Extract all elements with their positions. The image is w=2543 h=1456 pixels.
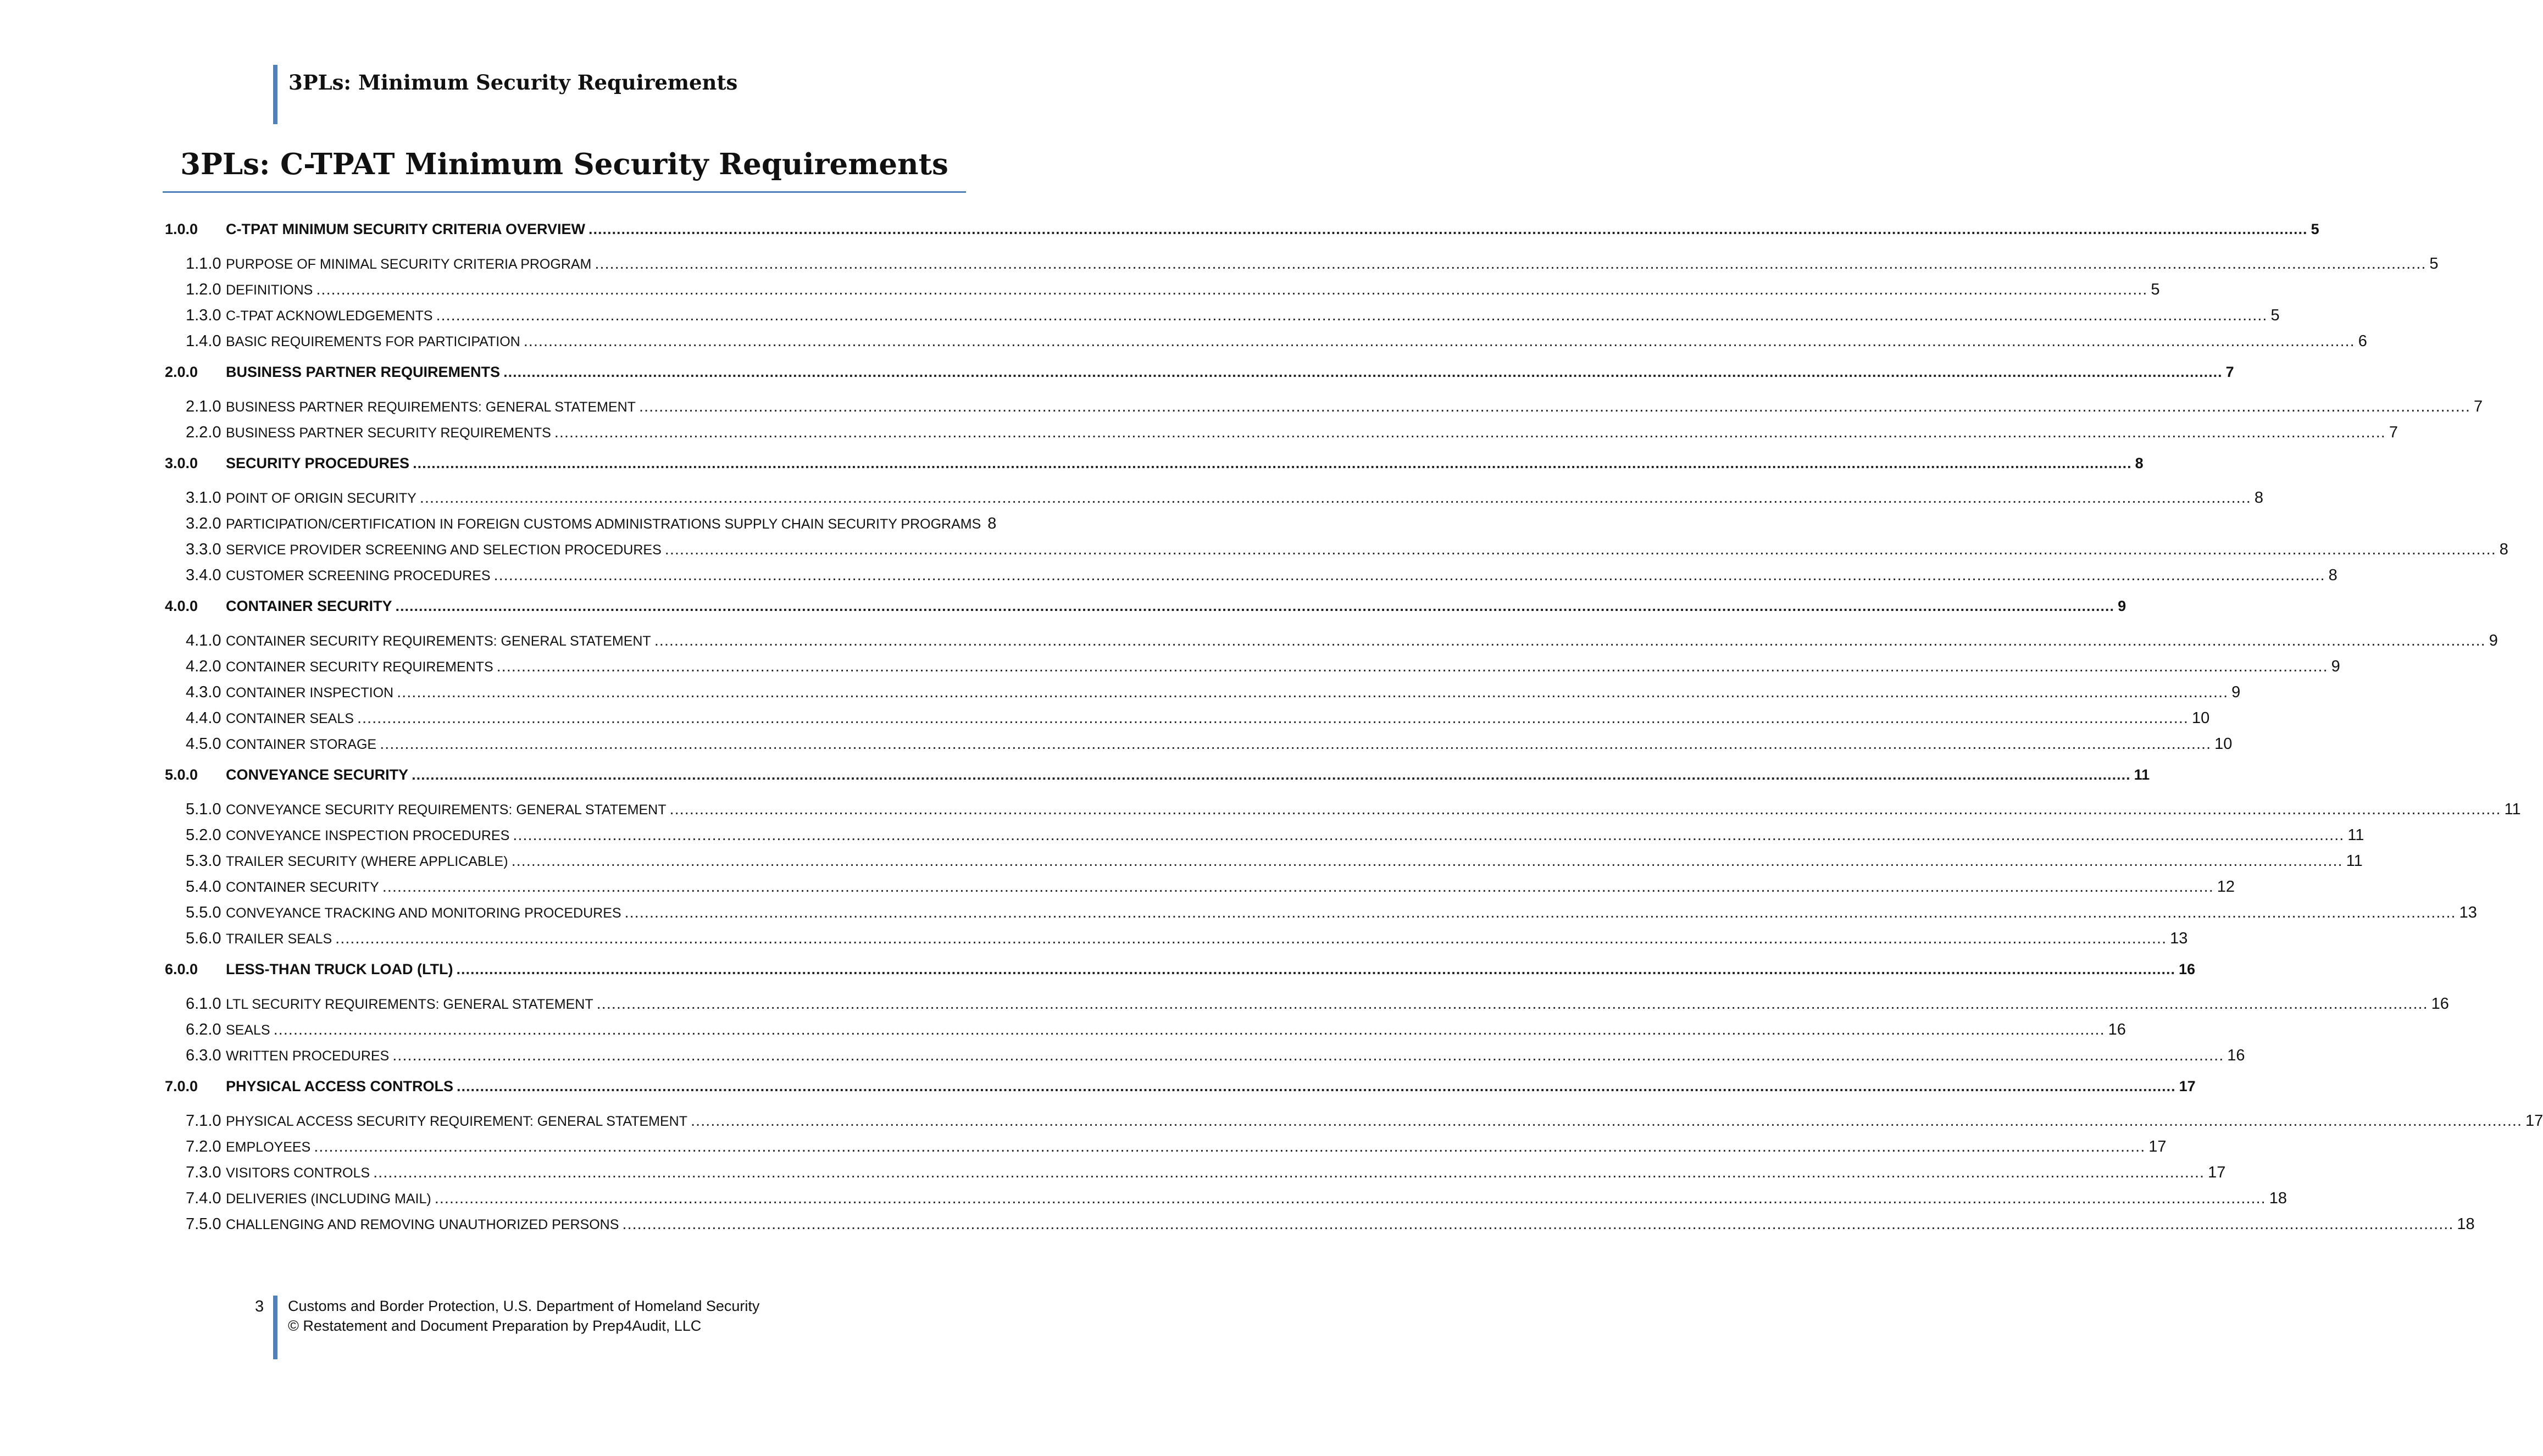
toc-entry-title: CONTAINER SECURITY REQUIREMENTS: GENERAL STATEMENT (226, 633, 651, 649)
toc-entry-number: 5.0.0 (165, 766, 198, 783)
toc-entry-number: 5.3.0 (186, 852, 221, 870)
toc-entry-title: POINT OF ORIGIN SECURITY (226, 491, 417, 506)
toc-entry-title: CONVEYANCE INSPECTION PROCEDURES (226, 828, 510, 843)
toc-entry-number: 2.1.0 (186, 398, 221, 415)
toc-entry-page: 12 (2217, 878, 2235, 896)
toc-entry-page: 5 (2270, 307, 2280, 324)
document-title: 3PLs: C-TPAT Minimum Security Requirements (180, 147, 948, 181)
toc-entry-number: 1.4.0 (186, 332, 221, 350)
toc-entry-number: 2.0.0 (165, 364, 198, 380)
toc-section-entry[interactable] (165, 1076, 2196, 1112)
toc-dot-leader (622, 1215, 2453, 1233)
toc-subsection-entry[interactable] (165, 801, 2521, 826)
toc-subsection-entry[interactable] (165, 489, 2263, 515)
toc-entry-page: 9 (2118, 598, 2126, 614)
footer-copyright-line: © Restatement and Document Preparation by Prep4Audit, LLC (288, 1318, 702, 1334)
toc-entry-page: 13 (2170, 930, 2188, 947)
toc-entry-page: 11 (2504, 801, 2521, 818)
table-of-contents (165, 219, 2543, 1241)
toc-subsection-entry[interactable] (165, 709, 2210, 735)
toc-subsection-entry[interactable] (165, 255, 2439, 281)
footer-accent-bar (273, 1296, 277, 1359)
toc-entry-number: 4.1.0 (186, 632, 221, 649)
toc-entry-title: CONTAINER SEALS (226, 711, 354, 726)
toc-entry-number: 3.1.0 (186, 489, 221, 507)
toc-entry-title: SEALS (226, 1022, 270, 1038)
toc-dot-leader (654, 632, 2486, 650)
toc-entry-number: 4.3.0 (186, 683, 221, 701)
toc-entry-page: 18 (2457, 1215, 2475, 1233)
toc-entry-title: TRAILER SEALS (226, 931, 332, 947)
toc-entry-title: WRITTEN PROCEDURES (226, 1048, 390, 1064)
toc-dot-leader (420, 489, 2251, 507)
toc-subsection-entry[interactable] (165, 541, 2508, 566)
toc-entry-title: SECURITY PROCEDURES (226, 455, 410, 471)
toc-entry-number: 5.1.0 (186, 801, 221, 818)
toc-entry-title: BUSINESS PARTNER SECURITY REQUIREMENTS (226, 425, 551, 441)
toc-subsection-entry[interactable] (165, 1021, 2126, 1047)
toc-entry-number: 1.3.0 (186, 307, 221, 324)
toc-dot-leader (435, 1190, 2266, 1208)
toc-entry-number: 1.1.0 (186, 255, 221, 273)
toc-dot-leader (597, 995, 2428, 1013)
toc-entry-title: TRAILER SECURITY (WHERE APPLICABLE) (226, 854, 508, 869)
toc-subsection-entry[interactable] (165, 1215, 2475, 1241)
toc-entry-page: 8 (2499, 541, 2508, 558)
toc-entry-page: 17 (2179, 1078, 2196, 1094)
toc-entry-number: 6.1.0 (186, 995, 221, 1013)
toc-dot-leader (316, 281, 2147, 299)
toc-entry-number: 7.1.0 (186, 1112, 221, 1130)
toc-dot-leader (497, 658, 2328, 676)
toc-dot-leader (665, 541, 2496, 559)
toc-entry-title: C-TPAT MINIMUM SECURITY CRITERIA OVERVIEW (226, 221, 586, 237)
toc-entry-title: CONTAINER STORAGE (226, 737, 377, 752)
toc-entry-number: 5.2.0 (186, 826, 221, 844)
toc-entry-number: 4.5.0 (186, 735, 221, 753)
toc-subsection-entry[interactable] (165, 1138, 2167, 1164)
toc-dot-leader (335, 930, 2167, 948)
toc-subsection-entry[interactable] (165, 566, 2337, 592)
toc-dot-leader (314, 1138, 2145, 1156)
toc-section-entry[interactable] (165, 764, 2150, 801)
toc-entry-number: 1.2.0 (186, 281, 221, 298)
toc-entry-number: 6.0.0 (165, 961, 198, 977)
toc-entry-title: BUSINESS PARTNER REQUIREMENTS: GENERAL STATEMENT (226, 399, 636, 415)
toc-entry-number: 3.2.0 (186, 515, 221, 532)
toc-entry-page: 17 (2525, 1112, 2543, 1130)
toc-entry-page: 7 (2473, 398, 2483, 415)
toc-dot-leader (554, 424, 2386, 442)
toc-entry-page: 8 (987, 515, 997, 532)
toc-entry-page: 7 (2225, 364, 2234, 380)
toc-entry-title: LTL SECURITY REQUIREMENTS: GENERAL STATEMENT (226, 997, 593, 1012)
toc-entry-title: C-TPAT ACKNOWLEDGEMENTS (226, 308, 433, 324)
toc-subsection-entry[interactable] (165, 878, 2235, 904)
toc-entry-number: 5.5.0 (186, 904, 221, 921)
toc-entry-page: 13 (2459, 904, 2477, 921)
toc-entry-number: 3.0.0 (165, 455, 198, 471)
toc-subsection-entry[interactable] (165, 1112, 2543, 1138)
toc-dot-leader (413, 455, 2132, 472)
toc-entry-page: 11 (2347, 826, 2364, 844)
toc-entry-number: 3.3.0 (186, 541, 221, 558)
toc-entry-number: 4.4.0 (186, 709, 221, 727)
toc-dot-leader (691, 1112, 2522, 1130)
toc-entry-page: 6 (2358, 332, 2367, 350)
toc-entry-title: CONTAINER SECURITY REQUIREMENTS (226, 659, 493, 675)
toc-section-entry[interactable] (165, 596, 2126, 632)
toc-entry-page: 16 (2108, 1021, 2126, 1038)
toc-subsection-entry[interactable] (165, 930, 2188, 955)
toc-subsection-entry[interactable] (165, 852, 2363, 878)
toc-dot-leader (274, 1021, 2105, 1039)
toc-entry-number: 4.0.0 (165, 598, 198, 614)
toc-entry-page: 10 (2191, 709, 2210, 727)
toc-subsection-entry[interactable] (165, 424, 2398, 449)
toc-subsection-entry[interactable] (165, 995, 2449, 1021)
toc-entry-page: 5 (2311, 221, 2319, 237)
toc-entry-title: PURPOSE OF MINIMAL SECURITY CRITERIA PROGRAM (226, 257, 592, 272)
toc-dot-leader (494, 566, 2325, 585)
toc-entry-page: 9 (2231, 683, 2241, 701)
toc-entry-number: 6.2.0 (186, 1021, 221, 1038)
toc-entry-number: 2.2.0 (186, 424, 221, 441)
footer-agency-line: Customs and Border Protection, U.S. Department of Homeland Security (288, 1298, 760, 1314)
toc-entry-page: 16 (2178, 961, 2196, 977)
toc-entry-title: PHYSICAL ACCESS SECURITY REQUIREMENT: GENERAL STATEMENT (226, 1114, 687, 1129)
toc-entry-number: 1.0.0 (165, 221, 198, 237)
toc-entry-title: SERVICE PROVIDER SCREENING AND SELECTION PROCEDURES (226, 542, 662, 558)
toc-entry-title: EMPLOYEES (226, 1140, 311, 1155)
toc-entry-page: 5 (2429, 255, 2439, 273)
toc-entry-number: 7.5.0 (186, 1215, 221, 1233)
toc-subsection-entry[interactable] (165, 1164, 2226, 1190)
toc-entry-title: BUSINESS PARTNER REQUIREMENTS (226, 364, 501, 380)
toc-entry-title: PARTICIPATION/CERTIFICATION IN FOREIGN CUSTOMS ADMINISTRATIONS SUPPLY CHAIN SECURITY PROGRAMS (226, 516, 981, 532)
toc-section-entry[interactable] (165, 219, 2319, 255)
toc-dot-leader (382, 878, 2214, 896)
toc-subsection-entry[interactable] (165, 632, 2498, 658)
toc-entry-title: LESS-THAN TRUCK LOAD (LTL) (226, 961, 453, 977)
toc-dot-leader (357, 709, 2189, 727)
header-accent-bar (273, 65, 277, 124)
toc-entry-title: DEFINITIONS (226, 282, 313, 298)
toc-entry-page: 8 (2254, 489, 2263, 507)
toc-entry-page: 8 (2328, 566, 2337, 584)
toc-dot-leader (456, 961, 2175, 978)
title-underline (163, 191, 966, 193)
running-header-title: 3PLs: Minimum Security Requirements (288, 70, 738, 95)
toc-entry-page: 16 (2227, 1047, 2245, 1064)
toc-dot-leader (397, 683, 2228, 702)
toc-entry-page: 7 (2389, 424, 2398, 441)
toc-entry-title: PHYSICAL ACCESS CONTROLS (226, 1078, 454, 1094)
toc-dot-leader (670, 801, 2501, 819)
toc-subsection-entry[interactable] (165, 1190, 2287, 1215)
toc-entry-page: 5 (2151, 281, 2160, 298)
toc-entry-title: CHALLENGING AND REMOVING UNAUTHORIZED PERSONS (226, 1217, 619, 1232)
toc-entry-title: VISITORS CONTROLS (226, 1165, 370, 1181)
toc-entry-title: CONTAINER SECURITY (226, 880, 379, 895)
toc-entry-page: 11 (2134, 766, 2150, 783)
footer-page-number: 3 (255, 1298, 264, 1315)
toc-entry-page: 18 (2269, 1190, 2287, 1207)
toc-entry-title: DELIVERIES (INCLUDING MAIL) (226, 1191, 431, 1207)
toc-subsection-entry[interactable] (165, 515, 997, 541)
toc-dot-leader (457, 1078, 2176, 1095)
toc-entry-page: 10 (2214, 735, 2233, 753)
toc-dot-leader (396, 598, 2115, 615)
toc-dot-leader (513, 826, 2344, 844)
toc-entry-title: CONVEYANCE SECURITY (226, 766, 409, 783)
toc-entry-title: CONVEYANCE SECURITY REQUIREMENTS: GENERAL STATEMENT (226, 802, 667, 818)
toc-entry-number: 7.3.0 (186, 1164, 221, 1181)
toc-dot-leader (380, 735, 2211, 753)
toc-dot-leader (392, 1047, 2224, 1065)
toc-entry-number: 4.2.0 (186, 658, 221, 675)
toc-entry-title: BASIC REQUIREMENTS FOR PARTICIPATION (226, 334, 520, 349)
toc-subsection-entry[interactable] (165, 658, 2340, 683)
toc-entry-number: 7.2.0 (186, 1138, 221, 1155)
toc-entry-title: CONTAINER INSPECTION (226, 685, 394, 701)
toc-entry-number: 5.6.0 (186, 930, 221, 947)
toc-subsection-entry[interactable] (165, 281, 2160, 307)
toc-entry-page: 17 (2208, 1164, 2226, 1181)
toc-entry-number: 5.4.0 (186, 878, 221, 896)
toc-dot-leader (503, 364, 2223, 381)
toc-subsection-entry[interactable] (165, 904, 2477, 930)
toc-entry-page: 9 (2489, 632, 2498, 649)
toc-subsection-entry[interactable] (165, 307, 2280, 332)
toc-subsection-entry[interactable] (165, 332, 2367, 358)
toc-subsection-entry[interactable] (165, 735, 2233, 761)
toc-section-entry[interactable] (165, 362, 2234, 398)
toc-dot-leader (373, 1164, 2205, 1182)
toc-entry-title: CONVEYANCE TRACKING AND MONITORING PROCEDURES (226, 905, 621, 921)
toc-entry-page: 17 (2148, 1138, 2167, 1155)
toc-dot-leader (625, 904, 2456, 922)
toc-subsection-entry[interactable] (165, 826, 2364, 852)
toc-subsection-entry[interactable] (165, 398, 2483, 424)
toc-dot-leader (524, 332, 2355, 351)
toc-entry-title: CUSTOMER SCREENING PROCEDURES (226, 568, 491, 583)
toc-dot-leader (512, 852, 2343, 870)
toc-subsection-entry[interactable] (165, 683, 2241, 709)
toc-section-entry[interactable] (165, 959, 2196, 995)
toc-entry-title: CONTAINER SECURITY (226, 598, 392, 614)
toc-entry-page: 11 (2346, 852, 2363, 870)
toc-entry-number: 7.0.0 (165, 1078, 198, 1094)
toc-entry-number: 6.3.0 (186, 1047, 221, 1064)
toc-dot-leader (436, 307, 2267, 325)
toc-dot-leader (595, 255, 2426, 273)
toc-dot-leader (639, 398, 2470, 416)
toc-dot-leader (588, 221, 2308, 238)
toc-section-entry[interactable] (165, 453, 2144, 489)
toc-entry-number: 7.4.0 (186, 1190, 221, 1207)
toc-entry-page: 8 (2135, 455, 2144, 471)
toc-entry-page: 16 (2431, 995, 2449, 1013)
toc-subsection-entry[interactable] (165, 1047, 2245, 1072)
toc-entry-page: 9 (2331, 658, 2340, 675)
toc-dot-leader (412, 766, 2131, 783)
toc-entry-number: 3.4.0 (186, 566, 221, 584)
